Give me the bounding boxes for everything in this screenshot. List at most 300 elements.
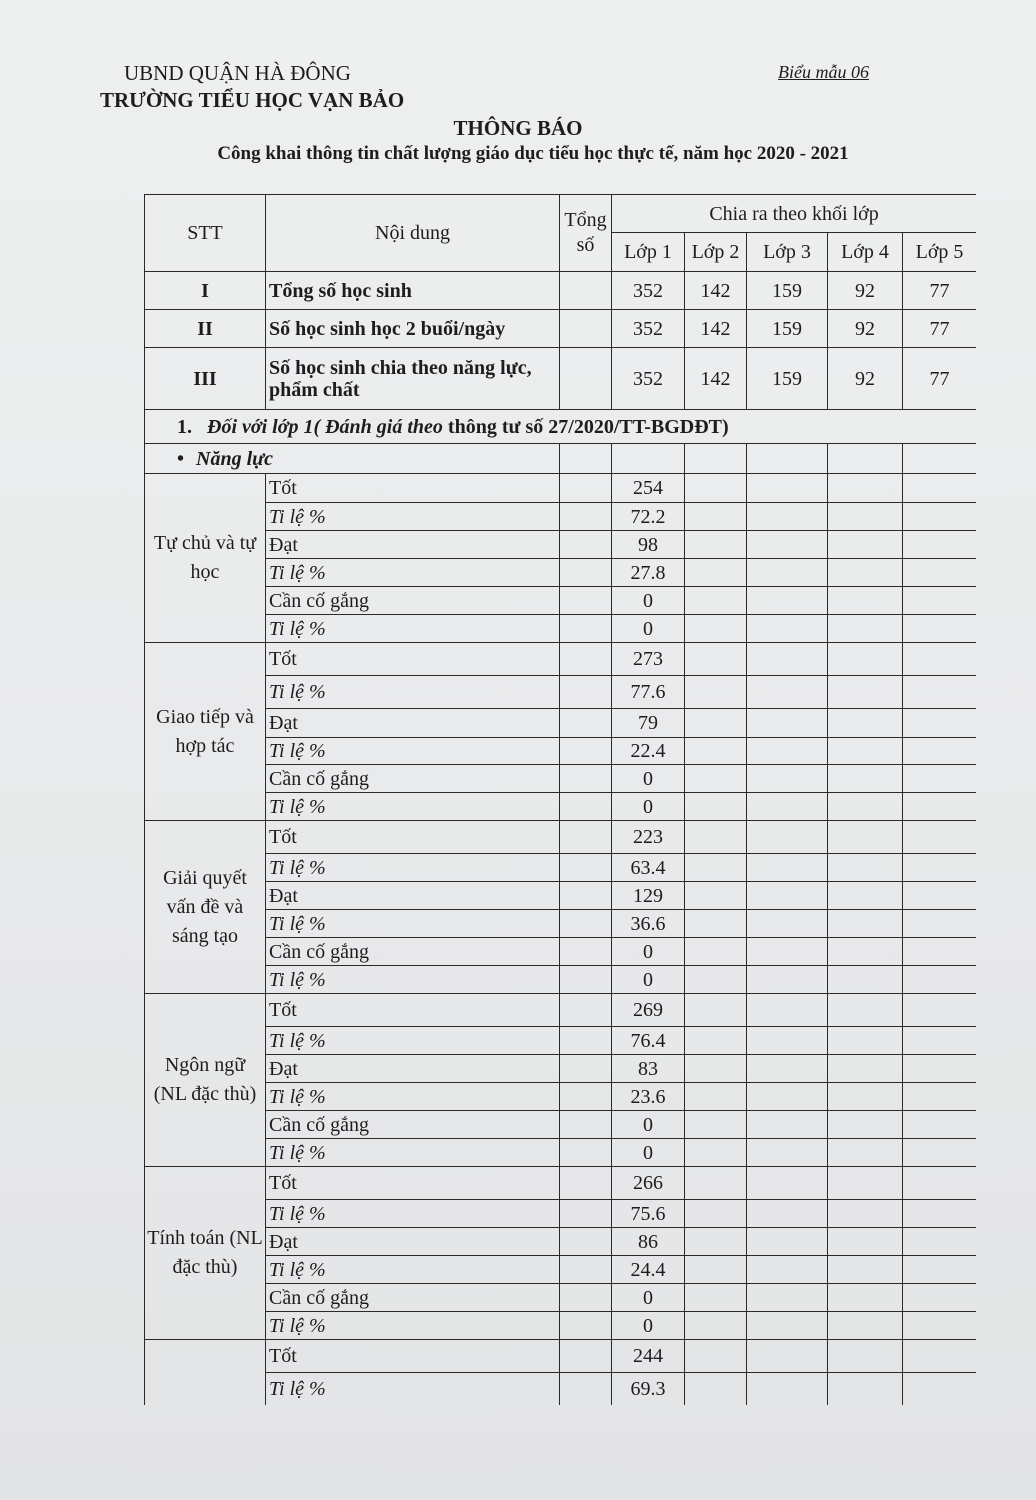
empty-cell [828, 474, 903, 503]
row-stt: III [145, 348, 266, 410]
value-grade-1: 27.8 [612, 559, 685, 587]
rate-label: Ti lệ % [266, 854, 560, 882]
value-grade-1: 63.4 [612, 854, 685, 882]
value-grade-1: 0 [612, 615, 685, 643]
criterion-row [145, 474, 977, 503]
empty-cell [903, 938, 977, 966]
rate-label: Ti lệ % [266, 966, 560, 994]
criterion-row [145, 793, 977, 821]
empty-cell [747, 910, 828, 938]
empty-cell [685, 1027, 747, 1055]
section-number: 1. [177, 415, 192, 438]
criterion-row [145, 821, 977, 854]
criterion-row [145, 1111, 977, 1139]
value-grade-1: 24.4 [612, 1256, 685, 1284]
value-grade-1: 129 [612, 882, 685, 910]
value-grade-1: 75.6 [612, 1200, 685, 1228]
empty-cell [903, 1167, 977, 1200]
empty-cell [685, 1256, 747, 1284]
value-grade-1: 72.2 [612, 503, 685, 531]
empty-cell [903, 643, 977, 676]
criterion-row [145, 854, 977, 882]
empty-cell [903, 738, 977, 765]
total-cell [560, 531, 612, 559]
empty-cell [685, 615, 747, 643]
empty-cell [747, 1228, 828, 1256]
total-cell [560, 938, 612, 966]
criterion-row [145, 1139, 977, 1167]
value-grade-3: 159 [747, 348, 828, 410]
empty-cell [828, 1083, 903, 1111]
empty-cell [903, 854, 977, 882]
value-grade-1: 352 [612, 272, 685, 310]
criterion-row [145, 966, 977, 994]
criterion-row [145, 1167, 977, 1200]
empty-cell [828, 1256, 903, 1284]
criterion-name: Giao tiếp và hợp tác [145, 643, 266, 821]
criterion-row [145, 1340, 977, 1373]
total-cell [560, 1139, 612, 1167]
empty-cell [747, 854, 828, 882]
empty-cell [685, 765, 747, 793]
quality-table-container [144, 194, 976, 1424]
total-cell [560, 765, 612, 793]
criterion-row [145, 1256, 977, 1284]
level-label: Cần cố gắng [266, 1284, 560, 1312]
section-title-italic: Đối với lớp 1( Đánh giá theo [207, 415, 443, 438]
value-grade-1: 36.6 [612, 910, 685, 938]
empty-cell [828, 1111, 903, 1139]
total-cell [560, 793, 612, 821]
section-row [145, 410, 977, 444]
rate-label: Ti lệ % [266, 1083, 560, 1111]
empty-cell [747, 1055, 828, 1083]
total-cell [560, 1373, 612, 1405]
total-cell [560, 1200, 612, 1228]
value-grade-1: 69.3 [612, 1373, 685, 1405]
level-label: Tốt [266, 1167, 560, 1200]
empty-cell [828, 1228, 903, 1256]
empty-cell [747, 1340, 828, 1373]
empty-cell [903, 531, 977, 559]
value-grade-4: 92 [828, 272, 903, 310]
level-label: Cần cố gắng [266, 765, 560, 793]
value-grade-1: 223 [612, 821, 685, 854]
empty-cell [685, 1312, 747, 1340]
value-grade-1: 0 [612, 765, 685, 793]
criterion-row [145, 1373, 977, 1405]
empty-cell [903, 994, 977, 1027]
value-grade-1: 254 [612, 474, 685, 503]
total-cell [560, 1228, 612, 1256]
rate-label: Ti lệ % [266, 910, 560, 938]
empty-cell [828, 966, 903, 994]
total-cell [560, 966, 612, 994]
row-stt: I [145, 272, 266, 310]
empty-cell [903, 1284, 977, 1312]
rate-label: Ti lệ % [266, 559, 560, 587]
empty-cell [747, 1256, 828, 1284]
criterion-row [145, 738, 977, 765]
rate-label: Ti lệ % [266, 676, 560, 709]
empty-cell [903, 882, 977, 910]
criterion-row [145, 882, 977, 910]
empty-cell [828, 1027, 903, 1055]
empty-cell [747, 994, 828, 1027]
empty-cell [828, 854, 903, 882]
total-cell [560, 1256, 612, 1284]
empty-cell [747, 1111, 828, 1139]
empty-cell [685, 938, 747, 966]
value-grade-1: 0 [612, 587, 685, 615]
empty-cell [903, 1200, 977, 1228]
rate-label: Ti lệ % [266, 1200, 560, 1228]
rate-label: Ti lệ % [266, 503, 560, 531]
empty-cell [828, 1200, 903, 1228]
document-subtitle: Công khai thông tin chất lượng giáo dục tiểu học thực tế, năm học 2020 - 2021 [217, 143, 849, 164]
empty-cell [828, 994, 903, 1027]
value-grade-1: 76.4 [612, 1027, 685, 1055]
value-grade-1: 0 [612, 1312, 685, 1340]
quality-table [144, 194, 976, 1405]
criterion-name: Tự chủ và tự học [145, 474, 266, 643]
value-grade-2: 142 [685, 348, 747, 410]
empty-cell [685, 1340, 747, 1373]
col-grade-4: Lớp 4 [828, 233, 903, 272]
empty-cell [747, 821, 828, 854]
empty-cell [828, 1373, 903, 1405]
value-grade-1: 269 [612, 994, 685, 1027]
empty-cell [828, 882, 903, 910]
criteria-body [145, 474, 977, 1405]
criterion-row [145, 615, 977, 643]
col-content-header: Nội dung [266, 195, 560, 272]
col-grade-5: Lớp 5 [903, 233, 977, 272]
subsection-row [145, 444, 977, 474]
empty-cell [903, 910, 977, 938]
rate-label: Ti lệ % [266, 1312, 560, 1340]
value-grade-5: 77 [903, 348, 977, 410]
section-heading [145, 410, 977, 444]
total-cell [560, 882, 612, 910]
empty-cell [747, 882, 828, 910]
total-cell [560, 910, 612, 938]
criterion-row [145, 643, 977, 676]
empty-cell [903, 1111, 977, 1139]
table-row [145, 348, 977, 410]
value-grade-4: 92 [828, 310, 903, 348]
empty-cell [903, 1055, 977, 1083]
empty-cell [685, 559, 747, 587]
empty-cell [685, 1373, 747, 1405]
value-grade-1: 244 [612, 1340, 685, 1373]
empty-cell [560, 444, 612, 474]
empty-cell [747, 643, 828, 676]
empty-cell [685, 444, 747, 474]
col-stt-header: STT [145, 195, 266, 272]
empty-cell [747, 1167, 828, 1200]
empty-cell [828, 1139, 903, 1167]
value-grade-1: 352 [612, 348, 685, 410]
empty-cell [685, 676, 747, 709]
value-grade-2: 142 [685, 310, 747, 348]
empty-cell [828, 559, 903, 587]
value-grade-3: 159 [747, 272, 828, 310]
empty-cell [903, 709, 977, 738]
value-grade-1: 98 [612, 531, 685, 559]
empty-cell [903, 1228, 977, 1256]
empty-cell [903, 821, 977, 854]
total-cell [560, 1083, 612, 1111]
empty-cell [747, 709, 828, 738]
value-grade-1: 0 [612, 1284, 685, 1312]
empty-cell [828, 821, 903, 854]
rate-label: Ti lệ % [266, 1139, 560, 1167]
value-grade-1: 0 [612, 793, 685, 821]
empty-cell [903, 793, 977, 821]
empty-cell [685, 854, 747, 882]
empty-cell [747, 1373, 828, 1405]
total-cell [560, 643, 612, 676]
empty-cell [828, 1284, 903, 1312]
value-grade-1: 22.4 [612, 738, 685, 765]
col-total-header: Tổng số [560, 195, 612, 272]
level-label: Đạt [266, 882, 560, 910]
row-total [560, 272, 612, 310]
criterion-row [145, 994, 977, 1027]
value-grade-1: 0 [612, 1111, 685, 1139]
rate-label: Ti lệ % [266, 793, 560, 821]
empty-cell [903, 474, 977, 503]
criterion-name [145, 1340, 266, 1405]
total-cell [560, 821, 612, 854]
level-label: Tốt [266, 994, 560, 1027]
col-grade-2: Lớp 2 [685, 233, 747, 272]
row-label: Số học sinh chia theo năng lực, phẩm chất [266, 348, 560, 410]
criterion-row [145, 1027, 977, 1055]
level-label: Đạt [266, 531, 560, 559]
empty-cell [685, 1284, 747, 1312]
empty-cell [828, 676, 903, 709]
empty-cell [828, 444, 903, 474]
total-cell [560, 559, 612, 587]
value-grade-5: 77 [903, 310, 977, 348]
criterion-row [145, 587, 977, 615]
empty-cell [685, 994, 747, 1027]
table-row [145, 310, 977, 348]
empty-cell [903, 1256, 977, 1284]
value-grade-2: 142 [685, 272, 747, 310]
empty-cell [685, 793, 747, 821]
level-label: Tốt [266, 643, 560, 676]
level-label: Cần cố gắng [266, 587, 560, 615]
empty-cell [685, 910, 747, 938]
empty-cell [747, 1312, 828, 1340]
empty-cell [685, 474, 747, 503]
subsection-heading: • Năng lực [145, 444, 560, 474]
total-cell [560, 503, 612, 531]
rate-label: Ti lệ % [266, 1027, 560, 1055]
value-grade-1: 0 [612, 1139, 685, 1167]
row-total [560, 310, 612, 348]
total-cell [560, 709, 612, 738]
empty-cell [747, 587, 828, 615]
row-stt: II [145, 310, 266, 348]
criterion-row [145, 1284, 977, 1312]
criterion-name: Tính toán (NL đặc thù) [145, 1167, 266, 1340]
organization-name: UBND QUẬN HÀ ĐÔNG [124, 61, 351, 85]
empty-cell [747, 765, 828, 793]
empty-cell [747, 615, 828, 643]
empty-cell [828, 1167, 903, 1200]
total-cell [560, 854, 612, 882]
total-cell [560, 1055, 612, 1083]
empty-cell [903, 676, 977, 709]
empty-cell [828, 938, 903, 966]
empty-cell [747, 559, 828, 587]
empty-cell [828, 587, 903, 615]
empty-cell [685, 1200, 747, 1228]
total-cell [560, 1027, 612, 1055]
value-grade-1: 83 [612, 1055, 685, 1083]
empty-cell [685, 1055, 747, 1083]
empty-cell [903, 559, 977, 587]
total-cell [560, 994, 612, 1027]
criterion-row [145, 765, 977, 793]
empty-cell [903, 444, 977, 474]
criterion-row [145, 910, 977, 938]
value-grade-1: 273 [612, 643, 685, 676]
empty-cell [747, 474, 828, 503]
value-grade-1: 0 [612, 938, 685, 966]
level-label: Cần cố gắng [266, 938, 560, 966]
value-grade-3: 159 [747, 310, 828, 348]
empty-cell [903, 1340, 977, 1373]
empty-cell [903, 765, 977, 793]
empty-cell [828, 765, 903, 793]
criterion-row [145, 1083, 977, 1111]
criterion-row [145, 559, 977, 587]
total-cell [560, 1111, 612, 1139]
value-grade-1: 86 [612, 1228, 685, 1256]
criterion-row [145, 1312, 977, 1340]
empty-cell [747, 444, 828, 474]
total-cell [560, 1167, 612, 1200]
empty-cell [685, 1111, 747, 1139]
empty-cell [828, 738, 903, 765]
rate-label: Ti lệ % [266, 615, 560, 643]
table-header [145, 195, 977, 272]
empty-cell [903, 1027, 977, 1055]
value-grade-1: 79 [612, 709, 685, 738]
empty-cell [685, 738, 747, 765]
criterion-row [145, 938, 977, 966]
empty-cell [747, 938, 828, 966]
empty-cell [747, 1139, 828, 1167]
empty-cell [828, 1312, 903, 1340]
total-cell [560, 1312, 612, 1340]
empty-cell [685, 882, 747, 910]
criterion-row [145, 1200, 977, 1228]
level-label: Đạt [266, 1228, 560, 1256]
rate-label: Ti lệ % [266, 738, 560, 765]
total-cell [560, 1284, 612, 1312]
empty-cell [903, 966, 977, 994]
empty-cell [685, 587, 747, 615]
school-name: TRƯỜNG TIỂU HỌC VẠN BẢO [100, 88, 405, 112]
row-total [560, 348, 612, 410]
empty-cell [685, 1167, 747, 1200]
total-cell [560, 587, 612, 615]
empty-cell [747, 1083, 828, 1111]
empty-cell [685, 1083, 747, 1111]
criterion-row [145, 676, 977, 709]
empty-cell [828, 793, 903, 821]
empty-cell [903, 1083, 977, 1111]
table-row [145, 272, 977, 310]
empty-cell [612, 444, 685, 474]
value-grade-1: 266 [612, 1167, 685, 1200]
level-label: Đạt [266, 1055, 560, 1083]
empty-cell [903, 1139, 977, 1167]
empty-cell [747, 676, 828, 709]
empty-cell [685, 821, 747, 854]
empty-cell [903, 1373, 977, 1405]
document-title: THÔNG BÁO [453, 116, 583, 140]
empty-cell [747, 966, 828, 994]
col-group-header: Chia ra theo khối lớp [612, 195, 977, 233]
empty-cell [685, 966, 747, 994]
empty-cell [685, 503, 747, 531]
value-grade-1: 77.6 [612, 676, 685, 709]
total-cell [560, 1340, 612, 1373]
row-label: Số học sinh học 2 buổi/ngày [266, 310, 560, 348]
empty-cell [903, 1312, 977, 1340]
rate-label: Ti lệ % [266, 1256, 560, 1284]
level-label: Tốt [266, 821, 560, 854]
criterion-row [145, 531, 977, 559]
criterion-row [145, 503, 977, 531]
empty-cell [828, 643, 903, 676]
level-label: Đạt [266, 709, 560, 738]
form-number: Biểu mẫu 06 [778, 62, 869, 82]
level-label: Tốt [266, 474, 560, 503]
total-cell [560, 615, 612, 643]
level-label: Cần cố gắng [266, 1111, 560, 1139]
criterion-row [145, 709, 977, 738]
section-title-bold: thông tư số 27/2020/TT-BGDĐT) [447, 415, 729, 438]
value-grade-1: 23.6 [612, 1083, 685, 1111]
empty-cell [747, 1027, 828, 1055]
level-label: Tốt [266, 1340, 560, 1373]
value-grade-4: 92 [828, 348, 903, 410]
header-block [100, 60, 404, 114]
value-grade-1: 352 [612, 310, 685, 348]
empty-cell [828, 615, 903, 643]
rate-label: Ti lệ % [266, 1373, 560, 1405]
empty-cell [685, 643, 747, 676]
empty-cell [747, 738, 828, 765]
value-grade-1: 0 [612, 966, 685, 994]
criterion-row [145, 1055, 977, 1083]
col-grade-1: Lớp 1 [612, 233, 685, 272]
total-cell [560, 738, 612, 765]
empty-cell [747, 1284, 828, 1312]
empty-cell [747, 793, 828, 821]
empty-cell [903, 503, 977, 531]
empty-cell [747, 503, 828, 531]
empty-cell [828, 910, 903, 938]
